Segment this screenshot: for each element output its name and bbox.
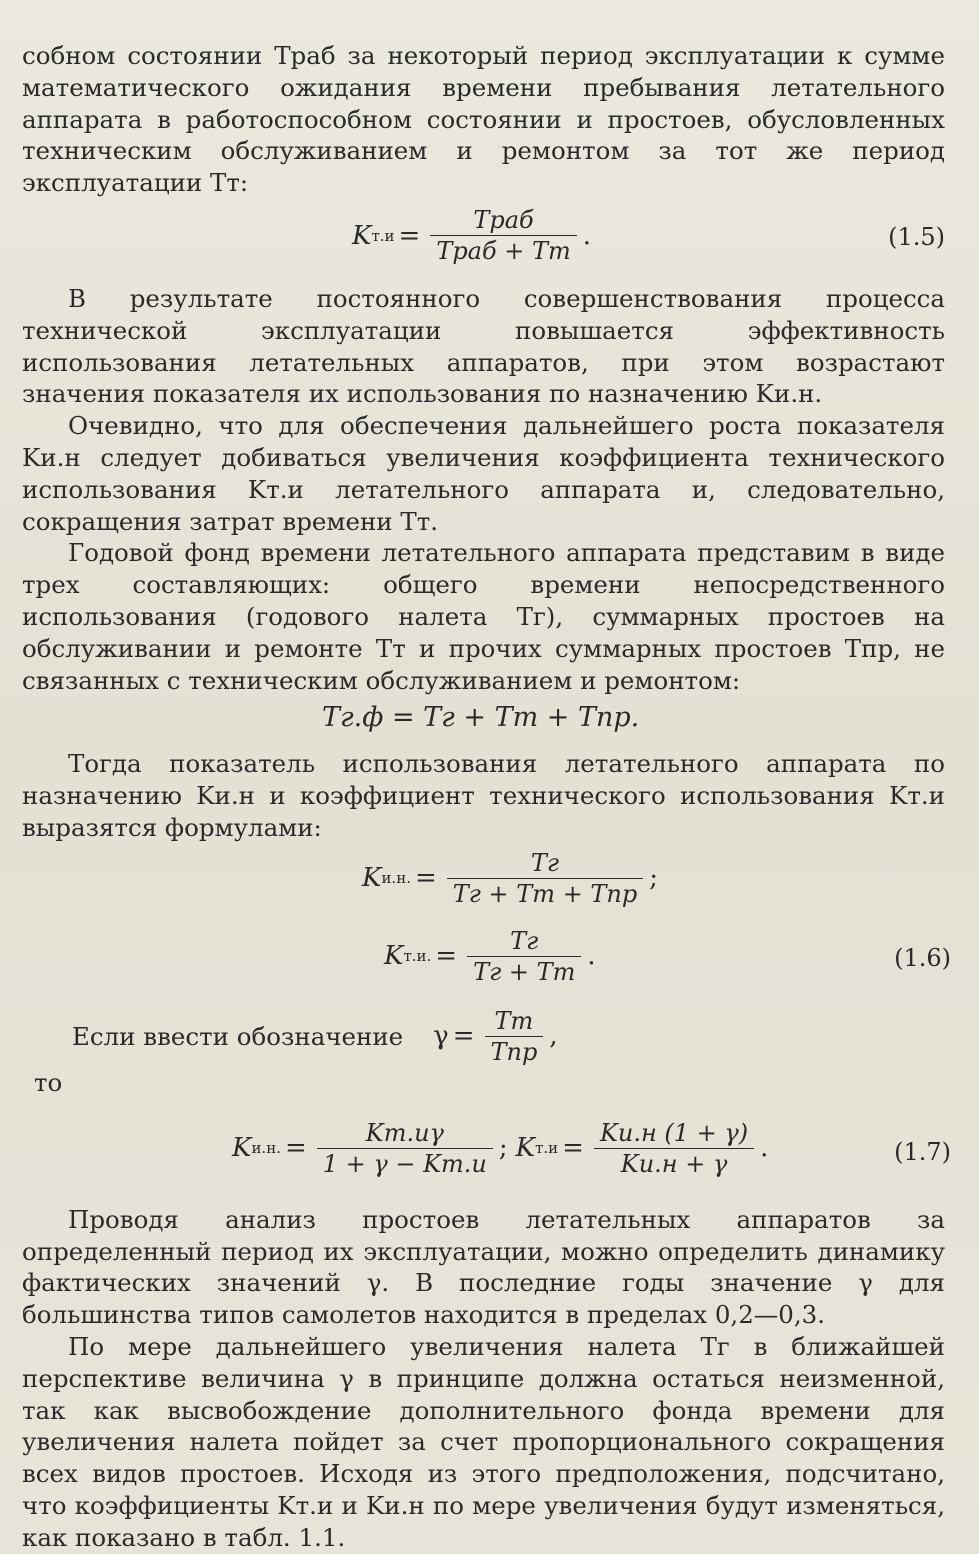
eq15-number: (1.5) bbox=[888, 222, 945, 251]
equation-1-6b bbox=[22, 922, 951, 1004]
equation-1-7 bbox=[22, 1108, 951, 1204]
eq16b-tail: . bbox=[587, 941, 596, 972]
gamma-lhs: γ bbox=[433, 1021, 449, 1052]
eq15-lhs-sub: т.и bbox=[371, 226, 395, 245]
gamma-denominator: Tпр bbox=[490, 1038, 538, 1067]
paragraph-3 bbox=[22, 410, 945, 537]
gamma-lead-text: Если ввести обозначение bbox=[72, 1021, 404, 1051]
paragraph-4 bbox=[22, 537, 945, 696]
paragraph-5 bbox=[22, 748, 945, 843]
paragraph-3-text: Очевидно, что для обеспечения дальнейшего роста показателя Kи.н следует добиваться увеличения коэффициента технического использования Kт.и летательного аппарата и, следовательно, сокращения затрат времени Tт. bbox=[22, 411, 945, 536]
eq16b-denominator: Tг + Tт bbox=[473, 958, 576, 987]
eq16b-fraction bbox=[467, 926, 581, 988]
then-word-row bbox=[22, 1067, 945, 1108]
gamma-definition bbox=[22, 1004, 945, 1080]
eq17-lhs1-sub: и.н. bbox=[251, 1139, 281, 1158]
paragraph-8 bbox=[22, 1331, 945, 1554]
eq17-denominator-2: Kи.н + γ bbox=[620, 1150, 728, 1179]
paragraph-1 bbox=[22, 40, 945, 199]
gamma-tail: , bbox=[549, 1021, 558, 1052]
eq15-numerator: Tраб bbox=[473, 205, 534, 234]
eq15-denominator: Tраб + Tт bbox=[436, 237, 571, 266]
eq15-lhs: K bbox=[352, 220, 372, 251]
paragraph-4-text: Годовой фонд времени летательного аппарата представим в виде трех составляющих: общего времени непосредственного использования (годового налета Tг), суммарных простоев на обслуживании и ремонте Tт и прочих суммарных простоев Tпр, не связанных с техническим обслуживанием и ремонтом: bbox=[22, 538, 945, 695]
equation-1-6a-body: K и.н. = $\frac{Tг}{\text{Tг + Tт + Tпр}}$ ; bbox=[362, 848, 658, 909]
eq16a-tail: ; bbox=[649, 863, 658, 894]
paragraph-5-text: Тогда показатель использования летательного аппарата по назначению Kи.н и коэффициент технического использования Kт.и выразятся формулами: bbox=[22, 749, 945, 842]
eq16a-lhs: K bbox=[362, 863, 382, 894]
paragraph-1-text: собном состоянии Tраб за некоторый период эксплуатации к сумме математического ожидания времени пребывания летательного аппарата в работоспособном состоянии и простоев, обусловленных техническим обслуживанием и ремонтом за тот же период эксплуатации Tт: bbox=[22, 41, 945, 198]
eq17-numerator-2: Kи.н (1 + γ) bbox=[599, 1118, 749, 1147]
gamma-numerator: Tт bbox=[494, 1006, 534, 1035]
eq16b-number: (1.6) bbox=[894, 943, 951, 972]
gamma-fraction bbox=[485, 1006, 544, 1068]
eq17-number: (1.7) bbox=[894, 1137, 951, 1166]
equation-1-6a bbox=[22, 844, 945, 922]
equation-1-5 bbox=[22, 199, 945, 283]
eq-time-fund-text: Tг.ф = Tг + Tт + Tпр. bbox=[322, 702, 640, 734]
eq17-denominator-1: 1 + γ − Kт.и bbox=[322, 1150, 487, 1179]
eq16a-fraction bbox=[447, 848, 643, 910]
equation-1-6b-body: K т.и. = $\frac{Tг}{Tг + Tт}$ . bbox=[384, 926, 596, 987]
eq16b-lhs-sub: т.и. bbox=[403, 947, 432, 966]
equation-1-5-body: K т.и = $\frac{\text{Tраб}}{\text{Tраб + Tт}}$ . bbox=[352, 205, 592, 266]
paragraph-2-text: В результате постоянного совершенствования процесса технической эксплуатации повышается эффективность использования летательных аппаратов, при этом возрастают значения показателя их использования по назначению Kи.н. bbox=[22, 283, 945, 409]
paragraph-7 bbox=[22, 1204, 945, 1331]
eq16a-numerator: Tг bbox=[530, 848, 560, 877]
eq16a-lhs-sub: и.н. bbox=[381, 869, 411, 888]
eq17-numerator-1: Kт.иγ bbox=[365, 1118, 444, 1147]
then-word: то bbox=[34, 1067, 63, 1097]
eq17-fraction-2 bbox=[594, 1118, 754, 1180]
paragraph-2 bbox=[22, 283, 945, 410]
eq16b-lhs: K bbox=[384, 941, 404, 972]
eq16b-numerator: Tг bbox=[510, 926, 539, 955]
eq17-lhs2-sub: т.и bbox=[535, 1139, 559, 1158]
gamma-definition-body: Если ввести обозначение γ = $\frac{Tт}{\text{Tпр}}$ , bbox=[72, 1006, 558, 1067]
paragraph-8-text: По мере дальнейшего увеличения налета Tг в ближайшей перспективе величина γ в принципе должна остаться неизменной, так как высвобождение дополнительного фонда времени для увеличения налета пойдет за счет пропорционального сокращения всех видов простоев. Исходя из этого предположения, подсчитано, что коэффициенты Kт.и и Kи.н по мере увеличения будут изменяться, как показано в табл. 1.1. bbox=[22, 1331, 945, 1552]
eq17-fraction-1 bbox=[317, 1118, 493, 1180]
eq16a-denominator: Tг + Tт + Tпр bbox=[452, 880, 638, 909]
paragraph-7-text: Проводя анализ простоев летательных аппаратов за определенный период их эксплуатации, можно определить динамику фактических значений γ. В последние годы значение γ для большинства типов самолетов находится в пределах 0,2—0,3. bbox=[22, 1204, 945, 1330]
equation-time-fund bbox=[22, 696, 945, 748]
equation-1-7-body: K и.н. = $\frac{Kт.и\gamma}{1 + \gamma - Kт.и}$ ; K т.и = $\frac{Kи.н (1 + \gamma)}{Kи.н + \gamma}$ . bbox=[232, 1118, 769, 1179]
eq15-fraction bbox=[430, 205, 576, 267]
